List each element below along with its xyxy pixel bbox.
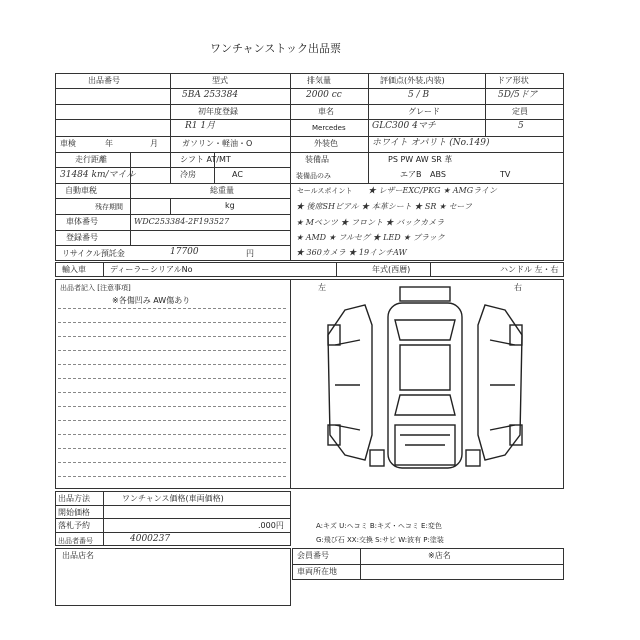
grade-label: グレード <box>408 107 440 116</box>
shift-label: シフト AT/MT <box>180 155 231 164</box>
model-label: 型式 <box>212 76 228 85</box>
sales-point-line: ★ レザーEXC/PKG ★ AMGライン <box>368 186 497 195</box>
car-damage-diagram <box>300 285 550 485</box>
import-label: 輸入車 <box>62 265 86 274</box>
sales-point-line: ★ 後席SHビアル ★ 本革シート ★ SR ★ セーフ <box>296 202 472 211</box>
car-name-value: Mercedes <box>312 124 346 132</box>
mileage-value: 31484 km/マイル <box>60 170 136 180</box>
chassis-value: WDC253384-2F193527 <box>134 217 230 226</box>
displacement-value: 2000 cc <box>306 90 342 100</box>
rating-value: 5 / B <box>408 90 430 100</box>
car-name-label: 車名 <box>318 107 334 116</box>
register-no-label: 登録番号 <box>66 233 98 242</box>
diagram-right-label: 右 <box>514 283 522 292</box>
sales-point-line: ★ AMD ★ フルセグ ★ LED ★ ブラック <box>296 233 445 242</box>
damage-legend-line: G:飛び石 XX:交換 S:サビ W:波有 P:塗装 <box>316 536 444 544</box>
ext-color-label: 外装色 <box>314 139 338 148</box>
rating-label: 評価点(外装,内装) <box>380 76 445 85</box>
diagram-left-label: 左 <box>318 283 326 292</box>
inspection-month: 月 <box>150 139 158 148</box>
equipment-label: 装備品 <box>305 155 329 164</box>
recycle-label: リサイクル預託金 <box>62 249 125 258</box>
yen-unit: 円 <box>246 249 254 258</box>
doors-value: 5D/5ドア <box>498 90 538 100</box>
store-label: 出品店名 <box>62 551 94 560</box>
ext-color-value: ホワイト オパリト (No.149) <box>372 138 490 148</box>
ac-label: 冷房 <box>180 170 196 179</box>
notes-value: ※各傷凹み AW傷あり <box>112 296 191 305</box>
member-no-label: 会員番号 <box>297 551 329 560</box>
fuel-type-label: ガソリン・軽油・O <box>182 139 253 148</box>
sales-point-line: ★ 360カメラ ★ 19インチAW <box>296 248 407 257</box>
contact-label: 出品者番号 <box>58 537 93 545</box>
weight-label: 総重量 <box>210 186 234 195</box>
ac-value: AC <box>232 170 243 179</box>
weight-unit: kg <box>225 201 235 210</box>
recycle-value: 17700 <box>170 247 199 257</box>
model-value: 5BA 253384 <box>182 90 239 100</box>
displacement-label: 排気量 <box>307 76 331 85</box>
sales-point-label: セールスポイント <box>297 187 353 195</box>
vehicle-location-label: 車両所在地 <box>297 567 337 576</box>
contact-value: 4000237 <box>130 534 171 544</box>
method-value: ワンチャンス価格(車両価格) <box>122 494 224 503</box>
mileage-label: 走行距離 <box>75 155 107 164</box>
handle-label: ハンドル 左・右 <box>500 265 559 274</box>
remaining-label: 残存期間 <box>95 203 123 211</box>
serial-label: シリアルNo <box>150 265 193 274</box>
award-value: .000円 <box>258 521 284 530</box>
tax-label: 自動車税 <box>65 186 97 195</box>
grade-value: GLC300 4マチ <box>372 121 436 131</box>
start-price-label: 開始価格 <box>58 508 90 517</box>
store-name-label: ※店名 <box>428 551 451 560</box>
first-reg-label: 初年度登録 <box>198 107 238 116</box>
sales-point-line: ★ Mベンツ ★ フロント ★ バックカメラ <box>296 218 445 227</box>
equipment-items: PS PW AW SR 革 <box>388 155 453 164</box>
abs-label: ABS <box>430 170 446 179</box>
airbag-label: エアB <box>400 170 422 179</box>
inspection-label: 車検 <box>60 139 76 148</box>
notes-label: 出品者記入 [注意事項] <box>60 284 131 292</box>
award-label: 落札予約 <box>58 521 90 530</box>
dealer-label: ディーラー <box>110 265 150 274</box>
first-reg-value: R1 1月 <box>185 121 216 131</box>
tv-label: TV <box>500 170 511 179</box>
inspection-year: 年 <box>105 139 113 148</box>
method-label: 出品方法 <box>58 494 90 503</box>
lot-number-label: 出品番号 <box>88 76 120 85</box>
damage-legend-line: A:キズ U:ヘコミ B:キズ・ヘコミ E:変色 <box>316 522 442 530</box>
doors-label: ドア形状 <box>497 76 529 85</box>
year-type-label: 年式(西暦) <box>372 265 411 274</box>
page-title: ワンチャンストック出品票 <box>210 42 342 55</box>
capacity-label: 定員 <box>512 107 528 116</box>
chassis-label: 車体番号 <box>66 217 98 226</box>
capacity-value: 5 <box>518 121 524 131</box>
